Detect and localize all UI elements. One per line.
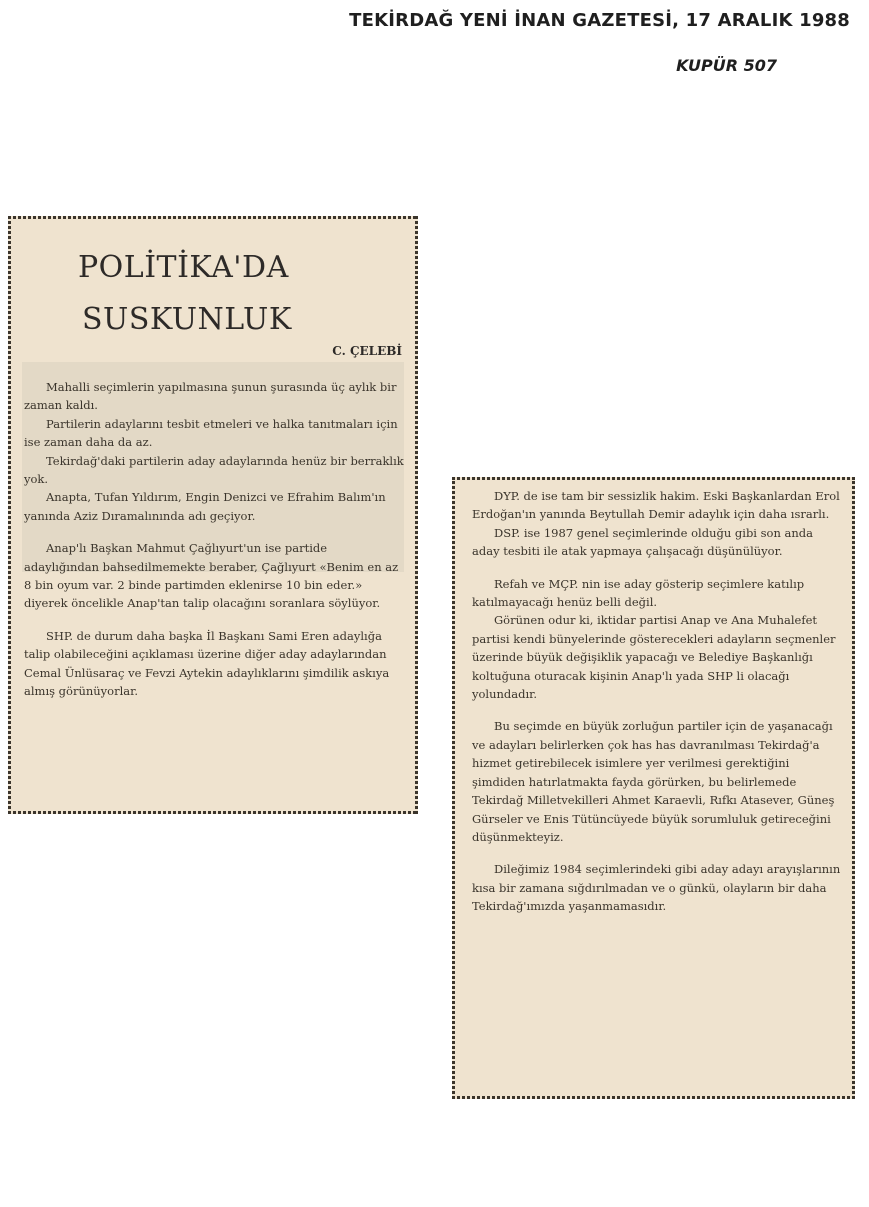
paragraph: Refah ve MÇP. nin ise aday gösterip seçimlere katılıp katılmayacağı henüz belli değil. bbox=[472, 576, 805, 610]
article-headline bbox=[78, 242, 398, 346]
clipping-part-1 bbox=[8, 216, 418, 814]
paragraph: Bu seçimde en büyük zorluğun partiler için de yaşanacağı ve adayları belirlerken çok has has davranılması Tekirdağ'a hizmet getirebilecek isimlere yer verilmesi gerektiğini şimdiden hatırlatmakta fayda görürken, bu belirlemede Tekirdağ Milletvekilleri Ahmet Karaevli, Rıfkı Atasever, Güneş Gürseler ve Enis Tütüncüyede büyük sorumluluk getireceğini düşünmekteyiz. bbox=[472, 719, 835, 844]
headline-line-2: SUSKUNLUK bbox=[82, 302, 292, 337]
clipping-part-2 bbox=[452, 477, 855, 1099]
newspaper-header: TEKİRDAĞ YENİ İNAN GAZETESİ, 17 ARALIK 1988 bbox=[349, 10, 850, 31]
clipping-code: KUPÜR 507 bbox=[676, 56, 777, 75]
paragraph: Tekirdağ'daki partilerin aday adaylarında henüz bir berraklık yok. bbox=[24, 453, 404, 487]
paragraph: Partilerin adaylarını tesbit etmeleri ve halka tanıtmaları için ise zaman daha da az. bbox=[24, 416, 398, 450]
paragraph: Görünen odur ki, iktidar partisi Anap ve Ana Muhalefet partisi kendi bünyelerinde gösterecekleri adayların seçmenler üzerinde büyük değişiklik yapacağı ve Belediye Başkanlığı koltuğuna oturacak kişinin Anap'lı yada SHP li olacağı yolundadır. bbox=[472, 613, 836, 702]
paragraph: DYP. de ise tam bir sessizlik hakim. Eski Başkanlardan Erol Erdoğan'ın yanında Beytullah Demir adaylık için daha ısrarlı. bbox=[472, 489, 840, 522]
headline-line-1: POLİTİKA'DA bbox=[78, 250, 289, 285]
paragraph: DSP. ise 1987 genel seçimlerinde olduğu gibi son anda aday tesbiti ile atak yapmaya çalışacağı düşünülüyor. bbox=[472, 525, 814, 559]
paragraph: Anapta, Tufan Yıldırım, Engin Denizci ve Efrahim Balım'ın yanında Aziz Dıramalınında adı geçiyor. bbox=[24, 490, 386, 523]
paragraph: Dileğimiz 1984 seçimlerindeki gibi aday adayı arayışlarının kısa bir zamana sığdırılmadan ve o günkü, olayların bir daha Tekirdağ'ımızda yaşanmamasıdır. bbox=[472, 862, 841, 914]
article-column-2 bbox=[472, 487, 844, 916]
paragraph: SHP. de durum daha başka İl Başkanı Sami Eren adaylığa talip olabileceğini açıklaması üzerine diğer aday adaylarından Cemal Ünlüsaraç ve Fevzi Aytekin adaylıklarını şimdilik askıya almış görünüyorlar. bbox=[24, 628, 390, 699]
paragraph: Mahalli seçimlerin yapılmasına şunun şurasında üç aylık bir zaman kaldı. bbox=[24, 380, 397, 413]
article-author: C. ÇELEBİ bbox=[332, 344, 402, 358]
paragraph: Anap'lı Başkan Mahmut Çağlıyurt'un ise partide adaylığından bahsedilmemekte beraber, Çağlıyurt «Benim en az 8 bin oyum var. 2 binde partimden eklenirse 10 bin eder.» diyerek öncelikle Anap'tan talip olacağını soranlara söylüyor. bbox=[24, 541, 399, 611]
article-column-1 bbox=[24, 378, 404, 701]
